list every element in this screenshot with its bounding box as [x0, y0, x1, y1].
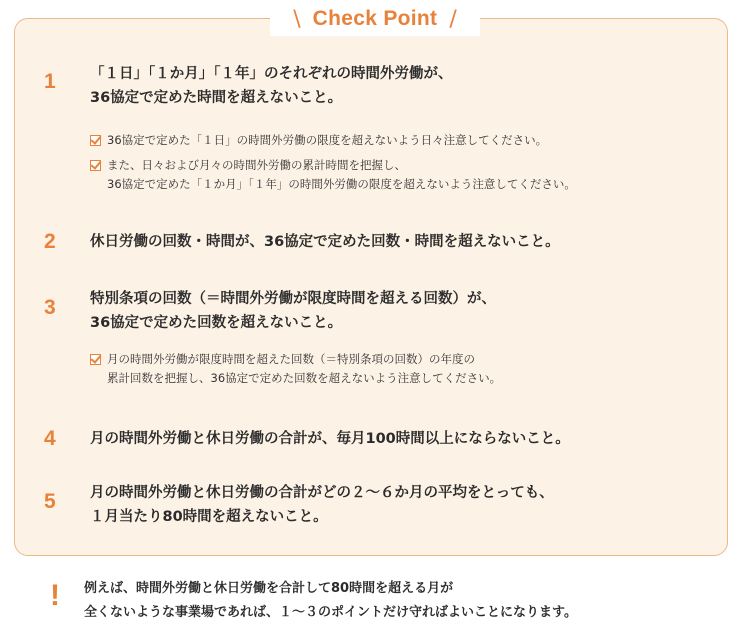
item-heading-line: 休日労働の回数・時間が、36協定で定めた回数・時間を超えないこと。 — [90, 234, 560, 250]
item-heading — [90, 427, 570, 451]
item-number: 5 — [44, 490, 56, 513]
check-point-header — [270, 2, 480, 36]
checkbox-checked-icon — [90, 160, 101, 171]
checkbox-checked-icon — [90, 354, 101, 365]
check-list — [90, 131, 576, 194]
item-heading-line: 「１日」「１か月」「１年」のそれぞれの時間外労働が、 — [90, 66, 453, 82]
exclamation-icon: ! — [50, 579, 60, 612]
check-point-title: Check Point — [312, 7, 438, 30]
item-heading — [90, 230, 560, 254]
check-row — [90, 350, 501, 388]
check-list — [90, 350, 501, 388]
checkbox-checked-icon — [90, 135, 101, 146]
item-heading — [90, 62, 453, 110]
check-text: 36協定で定めた「１日」の時間外労働の限度を超えないよう日々注意してください。 — [107, 133, 548, 147]
check-row — [90, 131, 576, 150]
note-line: 全くないような事業場であれば、１～３のポイントだけ守ればよいことになります。 — [84, 605, 577, 620]
check-text: 月の時間外労働が限度時間を超えた回数（＝特別条項の回数）の年度の — [107, 352, 475, 366]
check-text: 累計回数を把握し、36協定で定めた回数を超えないよう注意してください。 — [107, 371, 502, 385]
check-text: また、日々および月々の時間外労働の累計時間を把握し、 — [107, 158, 406, 172]
check-row — [90, 156, 576, 194]
item-heading-line: 特別条項の回数（＝時間外労働が限度時間を超える回数）が、 — [90, 291, 496, 307]
item-heading-line: 36協定で定めた時間を超えないこと。 — [90, 90, 343, 106]
item-heading — [90, 481, 554, 529]
item-number: 4 — [44, 427, 56, 450]
item-number: 3 — [44, 296, 56, 319]
title-slash-left: \ — [293, 6, 301, 32]
item-heading-line: 月の時間外労働と休日労働の合計が、毎月100時間以上にならないこと。 — [90, 431, 570, 447]
title-slash-right: / — [449, 6, 457, 32]
item-number: 1 — [44, 70, 56, 93]
item-heading — [90, 287, 496, 335]
item-number: 2 — [44, 230, 56, 253]
note-text — [84, 577, 577, 625]
item-heading-line: 36協定で定めた回数を超えないこと。 — [90, 315, 343, 331]
check-text: 36協定で定めた「１か月」「１年」の時間外労働の限度を超えないよう注意してください。 — [107, 177, 576, 191]
item-heading-line: １月当たり80時間を超えないこと。 — [90, 509, 328, 525]
item-heading-line: 月の時間外労働と休日労働の合計がどの２～６か月の平均をとっても、 — [90, 485, 554, 501]
note-line: 例えば、時間外労働と休日労働を合計して80時間を超える月が — [84, 581, 454, 596]
